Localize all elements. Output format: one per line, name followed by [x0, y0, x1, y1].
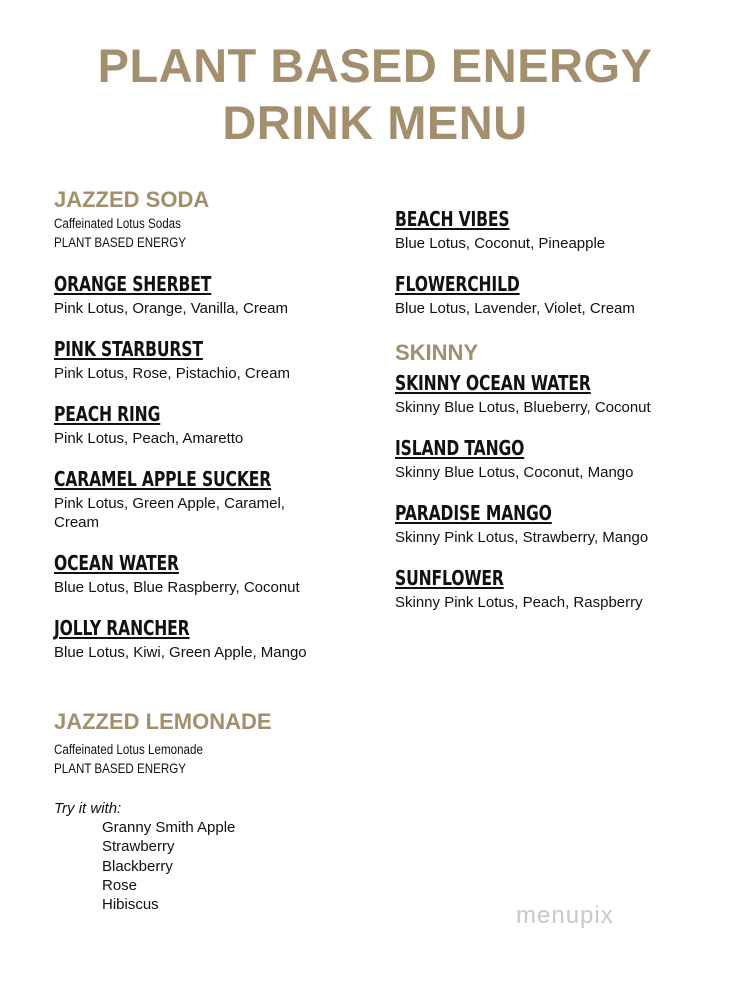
jazzed-soda-tagline: PLANT BASED ENERGY — [54, 235, 187, 250]
menu-item-name: ORANGE SHERBET — [54, 272, 212, 296]
section-heading-jazzed-soda: JAZZED SODA — [54, 187, 210, 212]
menu-item-name: OCEAN WATER — [54, 551, 179, 575]
menu-item-description: Skinny Pink Lotus, Peach, Raspberry — [395, 594, 643, 611]
flavor-option: Rose — [102, 876, 138, 894]
menu-item-description: Blue Lotus, Kiwi, Green Apple, Mango — [54, 644, 307, 661]
menu-item-name: BEACH VIBES — [395, 207, 510, 231]
menu-item-name: ISLAND TANGO — [395, 436, 525, 460]
try-it-with-label: Try it with: — [54, 800, 122, 817]
menu-item-name: PARADISE MANGO — [395, 501, 552, 525]
flavor-list — [102, 818, 235, 914]
menu-item-description: Pink Lotus, Peach, Amaretto — [54, 430, 244, 447]
menu-item-name: PINK STARBURST — [54, 337, 203, 361]
menu-item-description: Pink Lotus, Orange, Vanilla, Cream — [54, 300, 289, 317]
watermark-logo: menupix — [516, 902, 614, 929]
jazzed-soda-subtitle: Caffeinated Lotus Sodas — [54, 216, 181, 231]
menu-item-description-continued: Cream — [54, 514, 100, 531]
menu-title-line-1: PLANT BASED ENERGY — [97, 39, 653, 92]
menu-item-name: PEACH RING — [54, 402, 161, 426]
menu-item-description: Skinny Blue Lotus, Coconut, Mango — [395, 464, 634, 481]
jazzed-lemonade-tagline: PLANT BASED ENERGY — [54, 761, 187, 776]
menu-item-description: Skinny Pink Lotus, Strawberry, Mango — [395, 529, 649, 546]
menu-item-name: SUNFLOWER — [395, 566, 504, 590]
flavor-option: Granny Smith Apple — [102, 819, 236, 836]
section-heading-jazzed-lemonade: JAZZED LEMONADE — [54, 709, 272, 734]
menu-item-description: Pink Lotus, Green Apple, Caramel, — [54, 495, 285, 512]
menu-item-name: CARAMEL APPLE SUCKER — [54, 467, 272, 491]
section-heading-skinny: SKINNY — [395, 340, 479, 365]
menu-item-name: FLOWERCHILD — [395, 272, 520, 296]
menu-item-name: JOLLY RANCHER — [54, 616, 190, 640]
menu-item-description: Pink Lotus, Rose, Pistachio, Cream — [54, 365, 290, 382]
flavor-option: Hibiscus — [102, 896, 159, 914]
flavor-option: Blackberry — [102, 857, 173, 875]
menu-item-name: SKINNY OCEAN WATER — [395, 371, 591, 395]
flavor-option: Strawberry — [102, 838, 175, 856]
menu-item-description: Skinny Blue Lotus, Blueberry, Coconut — [395, 399, 651, 416]
menu-item-description: Blue Lotus, Blue Raspberry, Coconut — [54, 579, 300, 596]
menu-item-description: Blue Lotus, Lavender, Violet, Cream — [395, 300, 635, 317]
jazzed-lemonade-subtitle: Caffeinated Lotus Lemonade — [54, 742, 203, 757]
menu-title-line-2: DRINK MENU — [222, 96, 528, 149]
menu-item-description: Blue Lotus, Coconut, Pineapple — [395, 235, 606, 252]
